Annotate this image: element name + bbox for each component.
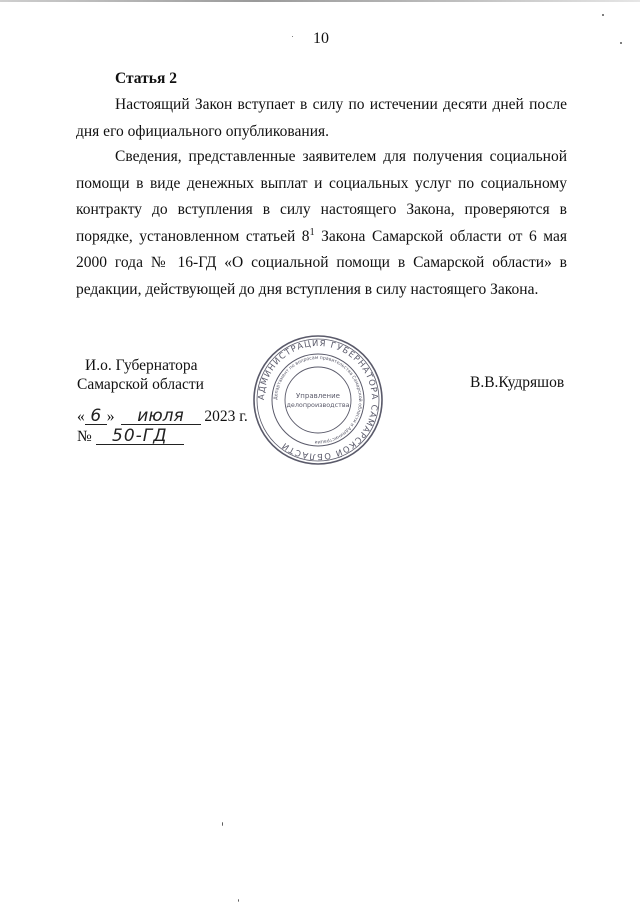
scan-speck: [620, 42, 622, 44]
date-year: 2023 г.: [204, 408, 248, 425]
date-close-quote: »: [106, 408, 115, 425]
scan-speck: [602, 14, 604, 16]
paragraph-2-text-b: Закона Самарской области от 6 мая 2000 года № 16-ГД «О социальной помощи в Самарской области» в редакции, действующей до дня вступления в силу настоящего Закона.: [76, 227, 568, 298]
scan-speck: [222, 822, 223, 826]
seal-center-line-1: Управление: [296, 392, 340, 400]
seal-inner-ring: [285, 367, 351, 433]
page-number: 10: [313, 30, 329, 47]
date-open-quote: «: [77, 408, 85, 425]
article-paragraph-1: Настоящий Закон вступает в силу по истечении десяти дней после дня его официального опубликования.: [76, 96, 567, 140]
number-prefix: №: [77, 428, 92, 445]
position-line-1: И.о. Губернатора: [85, 357, 198, 374]
official-seal-stamp: [250, 332, 386, 468]
position-line-2: Самарской области: [77, 376, 204, 393]
article-paragraph-2: [76, 144, 567, 303]
top-border-rule: [0, 0, 640, 2]
article-title: Статья 2: [115, 70, 177, 87]
scan-speck: [238, 899, 239, 902]
signatory-position: [77, 356, 204, 394]
seal-outer-ring: [254, 336, 382, 464]
law-number: [77, 428, 184, 446]
seal-center-line-2: делопроизводства: [286, 401, 350, 409]
article-superscript: 1: [309, 226, 315, 238]
law-number-handwritten: 50-ГД: [96, 428, 184, 445]
date-day-handwritten: 6: [85, 408, 107, 425]
date-month-handwritten: июля: [121, 408, 201, 425]
seal-middle-ring: [272, 354, 364, 446]
seal-inner-text: Департамент по вопросам правительства Самарской области и Администрации: [273, 355, 363, 445]
signing-date: [77, 408, 248, 426]
signer-name: В.В.Кудряшов: [470, 374, 565, 391]
seal-outer-text: АДМИНИСТРАЦИЯ ГУБЕРНАТОРА САМАРСКОЙ ОБЛАСТИ: [255, 337, 381, 463]
scan-speck: [292, 36, 293, 37]
paragraph-2-text-a: Сведения, представленные заявителем для получения социальной помощи в виде денежных выплат и социальных услуг по социальному контракту до вступления в силу настоящего Закона, проверяются в порядке, установленном статьей 8: [76, 148, 567, 245]
